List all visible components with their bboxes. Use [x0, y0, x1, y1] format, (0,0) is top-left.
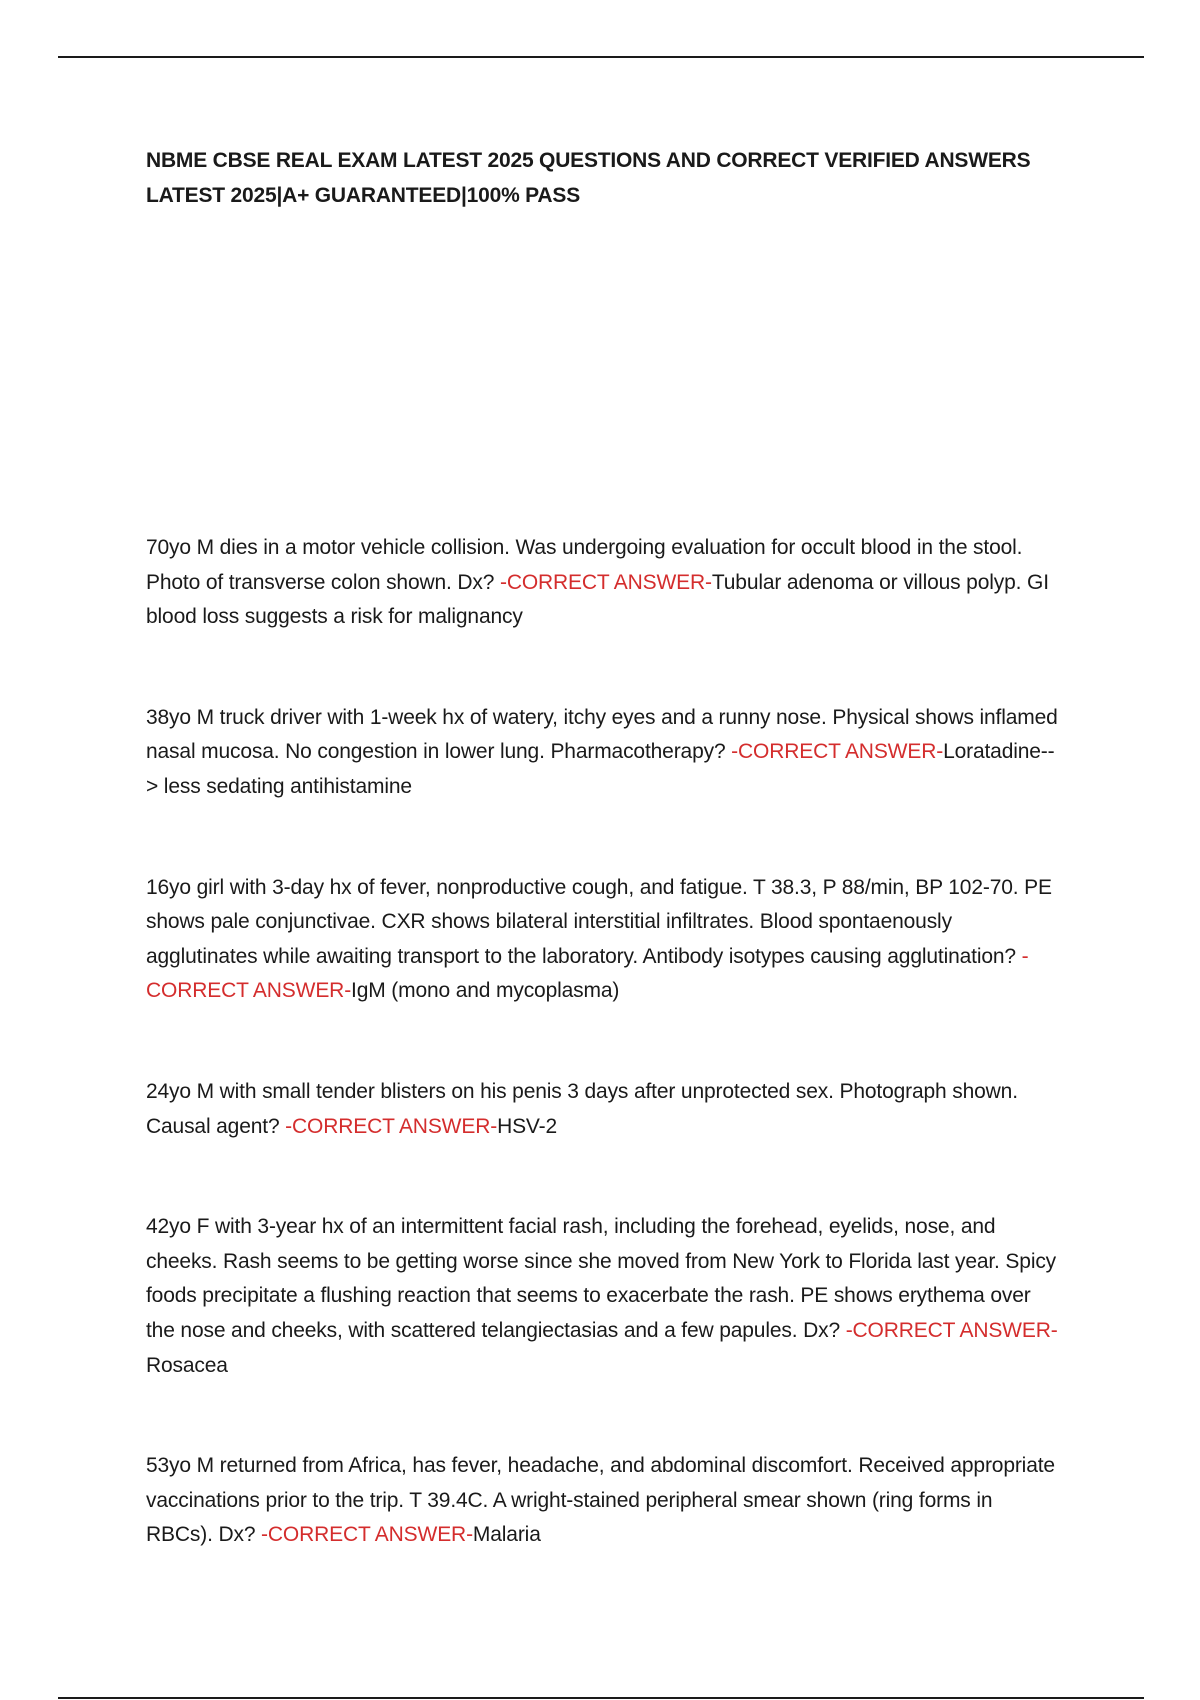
question-text: 16yo girl with 3-day hx of fever, nonproductive cough, and fatigue. T 38.3, P 88/min, BP 102-70. PE shows pale conjunctivae. CXR shows bilateral interstitial infiltrates. Blood spontaenously agglutinates while awaiting transport to the laboratory. Antibody isotypes causing agglutination? [146, 875, 1052, 968]
correct-answer-tag: -CORRECT ANSWER- [499, 570, 712, 594]
question-list [146, 531, 1061, 1553]
question-item-4 [146, 1075, 1061, 1144]
question-text: 38yo M truck driver with 1-week hx of watery, itchy eyes and a runny nose. Physical shows inflamed nasal mucosa. No congestion in lower lung. Pharmacotherapy? [146, 705, 1058, 764]
answer-text: HSV-2 [497, 1114, 558, 1138]
correct-answer-tag: -CORRECT ANSWER- [845, 1318, 1058, 1342]
question-text: 42yo F with 3-year hx of an intermittent facial rash, including the forehead, eyelids, nose, and cheeks. Rash seems to be getting worse since she moved from New York to Florida last year. Spicy foods precipitate a flushing reaction that seems to exacerbate the rash. PE shows erythema over the nose and cheeks, with scattered telangiectasias and a few papules. Dx? [146, 1215, 1057, 1342]
answer-text: Rosacea [146, 1353, 228, 1377]
question-item-3 [146, 871, 1061, 1009]
question-text: 70yo M dies in a motor vehicle collision. Was undergoing evaluation for occult blood in the stool. Photo of transverse colon shown. Dx? [146, 536, 1023, 594]
question-item-5 [146, 1210, 1061, 1383]
answer-text: Loratadine--> less sedating antihistamine [146, 740, 1055, 798]
header-rule [58, 56, 1144, 58]
title-line-1: NBME CBSE REAL EXAM LATEST 2025 QUESTIONS AND CORRECT VERIFIED ANSWERS [146, 149, 1031, 172]
question-text: 53yo M returned from Africa, has fever, headache, and abdominal discomfort. Received appropriate vaccinations prior to the trip. T 39.4C. A wright-stained peripheral smear shown (ring forms in RBCs). Dx? [146, 1454, 1055, 1547]
title-line-2: LATEST 2025|A+ GUARANTEED|100% PASS [146, 184, 581, 207]
answer-text: IgM (mono and mycoplasma) [351, 979, 620, 1003]
question-item-1 [146, 531, 1061, 635]
question-text: 24yo M with small tender blisters on his penis 3 days after unprotected sex. Photograph shown. Causal agent? [146, 1079, 1018, 1138]
correct-answer-tag: -CORRECT ANSWER- [731, 740, 944, 764]
correct-answer-tag: -CORRECT ANSWER- [285, 1114, 498, 1138]
answer-text: Malaria [472, 1523, 541, 1547]
answer-text: Tubular adenoma or villous polyp. GI blood loss suggests a risk for malignancy [146, 570, 1049, 629]
question-item-6 [146, 1449, 1061, 1553]
footer-rule [58, 1697, 1144, 1699]
page-title [146, 143, 1046, 213]
question-item-2 [146, 701, 1061, 805]
correct-answer-tag: -CORRECT ANSWER- [146, 944, 1029, 1003]
correct-answer-tag: -CORRECT ANSWER- [261, 1523, 473, 1547]
